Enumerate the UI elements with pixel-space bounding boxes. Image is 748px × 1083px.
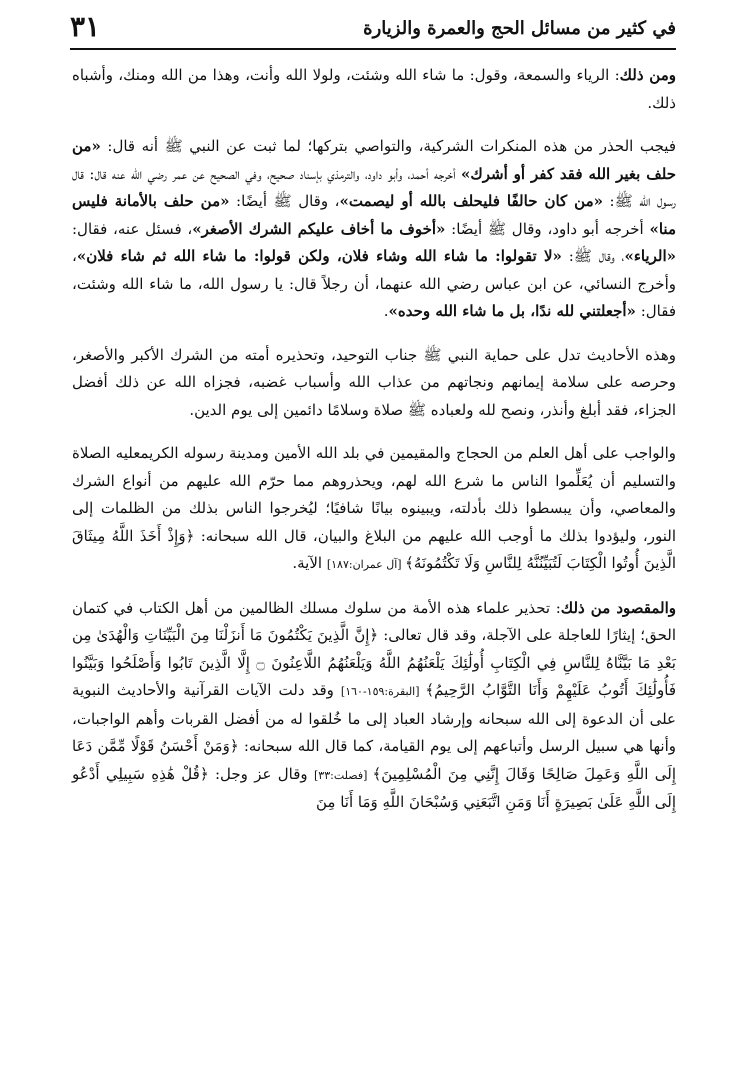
text-run: أخرجه أحمد، وأبو داود، والترمذي بإسناد صحيح، وفي الصحيح عن عمر رضي الله عنه قال: قال رسول الله ﷺ: (72, 164, 676, 210)
quran-verse: ﴿إِنَّ الَّذِينَ يَكْتُمُونَ مَا أَنزَلْنَا مِنَ الْبَيِّنَاتِ وَالْهُدَىٰ مِن بَعْدِ مَا بَيَّنَّاهُ لِلنَّاسِ فِي الْكِتَابِ أُولَٰئِكَ يَلْعَنُهُمُ اللَّهُ وَيَلْعَنُهُمُ اللَّاعِنُونَ ۝ إِلَّا الَّذِينَ تَابُوا وَأَصْلَحُوا وَبَيَّنُوا فَأُولَٰئِكَ أَتُوبُ عَلَيْهِمْ وَأَنَا التَّوَّابُ الرَّحِيمُ﴾ (72, 626, 676, 699)
text-run: أخرجه أبو داود، وقال ﷺ أيضًا: (445, 219, 650, 238)
page-number: ٣١ (70, 10, 101, 43)
verse-reference: [البقرة:١٥٩-١٦٠] (340, 685, 426, 698)
text-run: وهذه الأحاديث تدل على حماية النبي ﷺ جناب التوحيد، وتحذيره أمته من الشرك الأكبر والأصغر، وحرصه على سلامة إيمانهم ونجاتهم من عذاب الله وأسباب غضبه، فجزاه الله عن ذلك أفضل الجزاء، فقد أبلغ وأنذر، ونصح لله ولعباده ﷺ صلاة وسلامًا دائمين إلى يوم الدين. (72, 345, 676, 419)
quran-verse: ﴿وَمَنْ أَحْسَنُ قَوْلًا مِّمَّن دَعَا إِلَى اللَّهِ وَعَمِلَ صَالِحًا وَقَالَ إِنَّنِي مِنَ الْمُسْلِمِينَ﴾ (72, 737, 676, 783)
paragraph (72, 342, 676, 425)
text-run: . (383, 302, 389, 320)
paragraph (72, 62, 676, 117)
page-header (70, 10, 676, 50)
paragraph (72, 595, 676, 817)
hadith-quote: «أخوف ما أخاف عليكم الشرك الأصغر» (192, 219, 446, 238)
verse-reference: [آل عمران:١٨٧] (326, 558, 406, 571)
text-run: وقال عز وجل: (208, 764, 314, 783)
paragraph (72, 440, 676, 579)
quran-verse: ﴿قُلْ هَٰذِهِ سَبِيلِي أَدْعُو إِلَى اللَّهِ عَلَىٰ بَصِيرَةٍ أَنَا وَمَنِ اتَّبَعَنِي وَسُبْحَانَ اللَّهِ وَمَا أَنَا مِنَ (72, 764, 676, 811)
text-run: ، وأخرج النسائي، عن ابن عباس رضي الله عنهما، أن رجلاً قال: يا رسول الله، ما شاء الله وشئت، فقال: (72, 247, 676, 320)
text-run: وقد دلت الآيات القرآنية والأحاديث النبوية على أن الدعوة إلى الله سبحانه وإرشاد العباد إلى ما خُلقوا له من أفضل القربات وأهم الواجبات، وأنها هي سبيل الرسل وأتباعهم إلى يوم القيامة، كما قال الله سبحانه: (72, 681, 676, 755)
lead-phrase: ومن ذلك (619, 66, 676, 84)
text-run: والواجب على أهل العلم من الحجاج والمقيمين في بلد الله الأمين ومدينة رسوله الكريمعليه الصلاة والتسليم أن يُعَلِّموا الناس ما شرع الله لهم، ويحذروهم مما حرّم الله عليهم من أنواع الشرك والمعاصي، وأن يبسطوا ذلك بأدلته، ويبينوه بيانًا شافيًا؛ ليُخرجوا الناس بذلك من الظلمات إلى النور، وليؤدوا بذلك ما أوجب الله عليهم من البلاغ والبيان، قال الله سبحانه: (72, 444, 676, 545)
text-run: فيجب الحذر من هذه المنكرات الشركية، والتواصي بتركها؛ لما ثبت عن النبي ﷺ أنه قال: (100, 137, 676, 155)
hadith-quote: «لا تقولوا: ما شاء الله وشاء فلان، ولكن قولوا: ما شاء الله ثم شاء فلان» (76, 247, 562, 265)
hadith-quote: «من حلف بغير الله فقد كفر أو أشرك» (72, 137, 676, 183)
text-run: : الرياء والسمعة، وقول: ما شاء الله وشئت، ولولا الله وأنت، وهذا من الله ومنك، وأشباه ذلك. (72, 66, 676, 112)
quran-verse: ﴿وَإِذْ أَخَذَ اللَّهُ مِيثَاقَ الَّذِينَ أُوتُوا الْكِتَابَ لَتُبَيِّنُنَّهُ لِلنَّاسِ وَلَا تَكْتُمُونَهُ﴾ (72, 526, 676, 572)
text-run: الآية. (292, 554, 327, 572)
hadith-quote: «الرياء» (624, 247, 676, 265)
hadith-quote: «أجعلتني لله ندًا، بل ما شاء الله وحده» (388, 302, 636, 320)
text-run: ، وقال ﷺ: (561, 247, 625, 265)
running-title: في كثير من مسائل الحج والعمرة والزيارة (363, 18, 676, 39)
text-run: ، وقال ﷺ أيضًا: (229, 192, 340, 210)
text-run: : تحذير علماء هذه الأمة من سلوك مسلك الظالمين من أهل الكتاب في كتمان الحق؛ إيثارًا للعاجلة على الآجلة، وقد قال تعالى: (72, 598, 676, 644)
text-run: ، فسئل عنه، فقال: (72, 219, 193, 238)
page-body (72, 62, 676, 833)
lead-phrase: والمقصود من ذلك (560, 598, 676, 617)
hadith-quote: «من كان حالفًا فليحلف بالله أو ليصمت» (339, 192, 604, 210)
paragraph (72, 133, 676, 326)
hadith-quote: «من حلف بالأمانة فليس منا» (72, 192, 676, 238)
verse-reference: [فصلت:٣٣] (314, 768, 373, 782)
